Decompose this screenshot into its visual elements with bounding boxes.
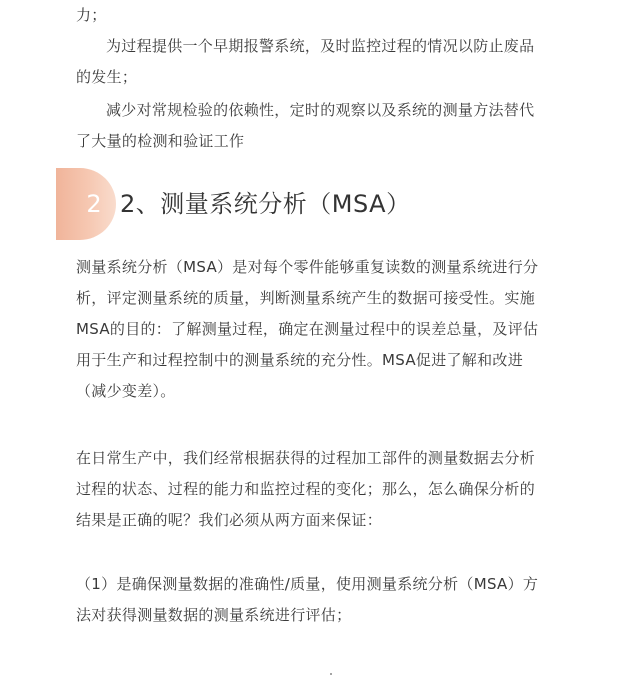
para-early-warning: 为过程提供一个早期报警系统，及时监控过程的情况以防止废品的发生；: [76, 37, 535, 86]
para-reduce-inspection: 减少对常规检验的依赖性，定时的观察以及系统的测量方法替代了大量的检测和验证工作: [76, 101, 535, 150]
para-daily-production: 在日常生产中，我们经常根据获得的过程加工部件的测量数据去分析过程的状态、过程的能力和监控过程的变化；那么，怎么确保分析的结果是正确的呢？我们必须从两方面来保证：: [76, 449, 536, 529]
section-title: 2、测量系统分析（MSA）: [120, 190, 411, 218]
section-number: 2: [86, 190, 102, 218]
section-number-badge: [56, 168, 116, 240]
intro-line-tail: 力；: [76, 6, 107, 24]
para-point-one: （1）是确保测量数据的准确性/质量，使用测量系统分析（MSA）方法对获得测量数据的测量系统进行评估；: [76, 575, 539, 624]
para-msa-definition: 测量系统分析（MSA）是对每个零件能够重复读数的测量系统进行分析，评定测量系统的质量，判断测量系统产生的数据可接受性。实施MSA的目的：了解测量过程，确定在测量过程中的误差总量，及评估用于生产和过程控制中的测量系统的充分性。MSA促进了解和改进（减少变差）。: [76, 258, 539, 400]
